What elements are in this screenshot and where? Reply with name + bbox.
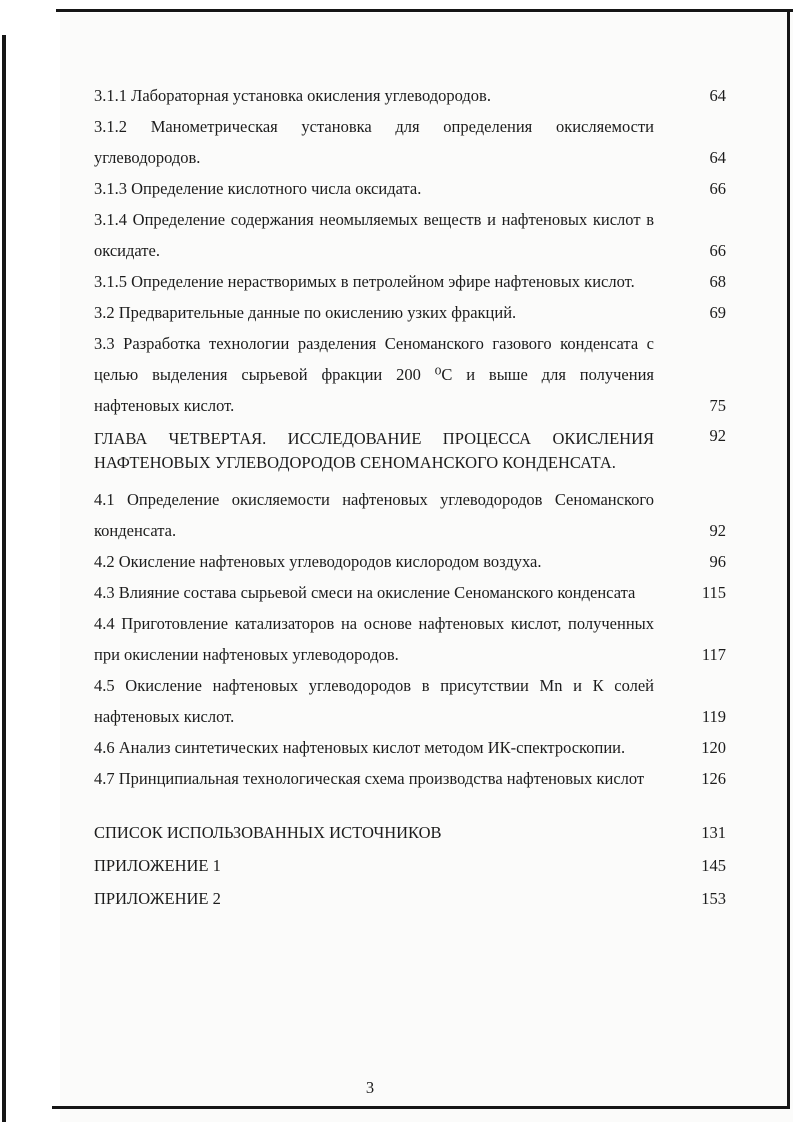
toc-entry-title: ПРИЛОЖЕНИЕ 2 (94, 889, 221, 908)
toc-entry-page: 66 (709, 179, 726, 198)
toc-entry-title: 4.4 Приготовление катализаторов на основе нафтеновых кислот, полученных при окислении нафтеновых углеводородов. (94, 614, 654, 664)
toc-entry (94, 763, 726, 794)
scan-border-top (56, 9, 793, 12)
toc-entry (94, 328, 726, 421)
toc-entry-title: 3.2 Предварительные данные по окислению узких фракций. (94, 303, 517, 322)
toc-entry-title: 3.1.4 Определение содержания неомыляемых веществ и нафтеновых кислот в оксидате. (94, 210, 654, 260)
scan-border-right (787, 9, 790, 1109)
toc-entry-title: ПРИЛОЖЕНИЕ 1 (94, 856, 221, 875)
toc-entry-page: 92 (709, 426, 726, 445)
toc-entry-page: 92 (709, 521, 726, 540)
page-number-footer: 3 (365, 1078, 375, 1097)
toc-entry (94, 266, 726, 297)
toc-entry-page: 66 (709, 241, 726, 260)
toc-chapter-heading-title: ГЛАВА ЧЕТВЕРТАЯ. ИССЛЕДОВАНИЕ ПРОЦЕССА ОКИСЛЕНИЯ НАФТЕНОВЫХ УГЛЕВОДОРОДОВ СЕНОМАНСКОГО КОНДЕНСАТА. (94, 429, 654, 472)
toc-entry (94, 732, 726, 763)
toc-entry-title: 3.1.1 Лабораторная установка окисления углеводородов. (94, 86, 491, 105)
toc-entry (94, 849, 726, 882)
toc-entry-page: 131 (701, 823, 726, 842)
toc-entry-page: 145 (701, 856, 726, 875)
toc-entry-title: 4.2 Окисление нафтеновых углеводородов кислородом воздуха. (94, 552, 542, 571)
toc-entry (94, 484, 726, 546)
toc-entry-page: 75 (709, 396, 726, 415)
toc-entry-title: 4.6 Анализ синтетических нафтеновых кислот методом ИК-спектроскопии. (94, 738, 626, 757)
toc-entry-page: 115 (701, 583, 726, 602)
table-of-contents (94, 80, 726, 915)
toc-entry-page: 119 (701, 707, 726, 726)
toc-entry (94, 297, 726, 328)
toc-entry-page: 117 (701, 645, 726, 664)
toc-entry-title: 3.1.2 Манометрическая установка для определения окисляемости углеводородов. (94, 117, 654, 167)
toc-entry (94, 80, 726, 111)
toc-entry (94, 577, 726, 608)
toc-entry-title: 3.1.5 Определение нерастворимых в петролейном эфире нафтеновых кислот. (94, 272, 635, 291)
toc-entry-page: 68 (709, 272, 726, 291)
toc-entry (94, 173, 726, 204)
toc-entry-title: СПИСОК ИСПОЛЬЗОВАННЫХ ИСТОЧНИКОВ (94, 823, 442, 842)
toc-entry-page: 126 (701, 769, 726, 788)
toc-back-matter (94, 816, 726, 915)
toc-entry-title: 4.3 Влияние состава сырьевой смеси на окисление Сеноманского конденсата (94, 583, 636, 602)
toc-entry (94, 882, 726, 915)
toc-entry (94, 816, 726, 849)
toc-entry-title: 3.3 Разработка технологии разделения Сеноманского газового конденсата с целью выделения сырьевой фракции 200 ⁰С и выше для получения нафтеновых кислот. (94, 334, 654, 415)
toc-entry-page: 69 (709, 303, 726, 322)
toc-entry-title: 4.1 Определение окисляемости нафтеновых углеводородов Сеноманского конденсата. (94, 490, 654, 540)
toc-entry-page: 64 (709, 86, 726, 105)
toc-entry (94, 608, 726, 670)
toc-entry (94, 546, 726, 577)
scan-border-bottom (52, 1106, 790, 1109)
toc-chapter-heading (94, 427, 726, 475)
toc-entry (94, 670, 726, 732)
toc-entry (94, 111, 726, 173)
toc-entry-page: 96 (709, 552, 726, 571)
toc-entry-page: 64 (709, 148, 726, 167)
toc-entry-page: 153 (701, 889, 726, 908)
toc-entry-title: 4.5 Окисление нафтеновых углеводородов в присутствии Mn и К солей нафтеновых кислот. (94, 676, 654, 726)
toc-entry-title: 3.1.3 Определение кислотного числа оксидата. (94, 179, 422, 198)
toc-entry-page: 120 (701, 738, 726, 757)
toc-entry (94, 204, 726, 266)
scan-border-left (2, 35, 6, 1122)
toc-entry-title: 4.7 Принципиальная технологическая схема производства нафтеновых кислот (94, 769, 645, 788)
